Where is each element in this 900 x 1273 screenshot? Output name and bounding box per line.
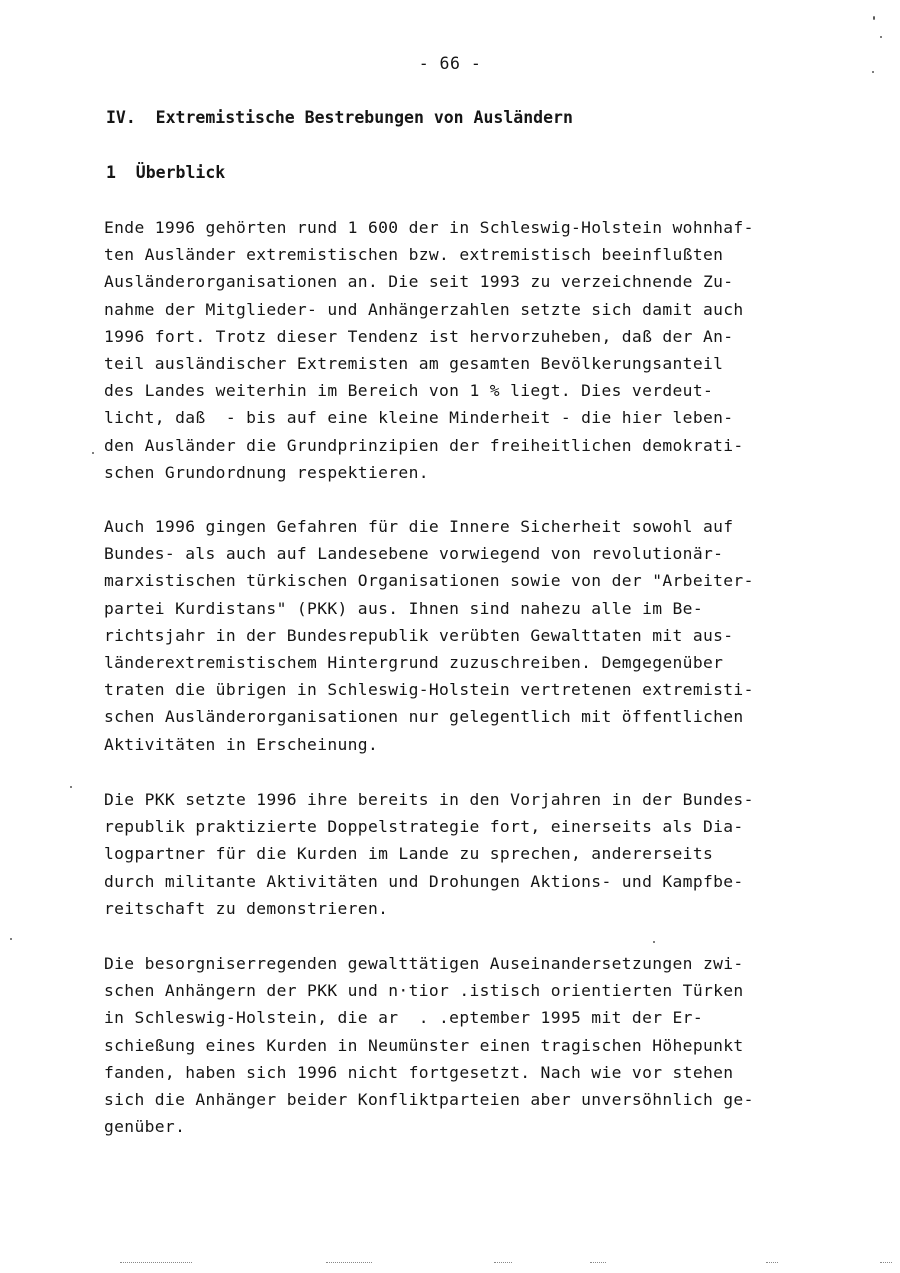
paragraph-line: 1996 fort. Trotz dieser Tendenz ist hervorzuheben, daß der An- <box>104 326 734 346</box>
scan-speck <box>10 938 12 940</box>
paragraph-line: Aktivitäten in Erscheinung. <box>104 734 379 754</box>
paragraph-line: logpartner für die Kurden im Lande zu sprechen, andererseits <box>104 844 714 864</box>
scan-speck <box>872 71 874 73</box>
paragraph-line: den Ausländer die Grundprinzipien der freiheitlichen demokrati- <box>104 435 744 455</box>
paragraph-line: ten Ausländer extremistischen bzw. extremistisch beeinflußten <box>104 245 724 265</box>
paragraph-line: sich die Anhänger beider Konfliktparteien aber unversöhnlich ge- <box>104 1089 754 1109</box>
paragraph-4 <box>104 950 824 1140</box>
paragraph-line: schen Grundordnung respektieren. <box>104 462 429 482</box>
paragraph-line: fanden, haben sich 1996 nicht fortgesetzt. Nach wie vor stehen <box>104 1062 734 1082</box>
paragraph-line: traten die übrigen in Schleswig-Holstein vertretenen extremisti- <box>104 680 754 700</box>
scan-speck <box>653 941 655 943</box>
paragraph-2 <box>104 513 824 758</box>
scan-speck <box>92 452 94 454</box>
chapter-heading: IV. Extremistische Bestrebungen von Ausländern <box>106 108 573 127</box>
paragraph-line: teil ausländischer Extremisten am gesamten Bevölkerungsanteil <box>104 353 724 373</box>
section-heading: 1 Überblick <box>106 163 226 182</box>
paragraph-line: nahme der Mitglieder- und Anhängerzahlen setzte sich damit auch <box>104 299 744 319</box>
paragraph-line: Die besorgniserregenden gewalttätigen Auseinandersetzungen zwi- <box>104 954 744 973</box>
paragraph-3 <box>104 786 824 922</box>
paragraph-1 <box>104 214 824 486</box>
scan-footer-dots <box>120 1262 192 1264</box>
paragraph-line: in Schleswig-Holstein, die ar . .eptember 1995 mit der Er- <box>104 1008 703 1028</box>
paragraph-line: länderextremistischem Hintergrund zuzuschreiben. Demgegenüber <box>104 652 724 672</box>
scan-footer-dots <box>766 1262 778 1264</box>
paragraph-line: richtsjahr in der Bundesrepublik verübten Gewalttaten mit aus- <box>104 625 734 645</box>
paragraph-line: marxistischen türkischen Organisationen sowie von der "Arbeiter- <box>104 571 754 591</box>
scan-footer-dots <box>326 1262 372 1264</box>
paragraph-line: partei Kurdistans" (PKK) aus. Ihnen sind nahezu alle im Be- <box>104 598 703 618</box>
scan-footer-dots <box>590 1262 606 1264</box>
scan-footer-dots <box>880 1262 892 1264</box>
scan-speck <box>873 16 875 20</box>
scan-footer-dots <box>494 1262 512 1264</box>
paragraph-line: durch militante Aktivitäten und Drohungen Aktions- und Kampfbe- <box>104 871 744 891</box>
paragraph-line: reitschaft zu demonstrieren. <box>104 898 389 918</box>
scan-speck <box>70 786 72 788</box>
paragraph-line: Ende 1996 gehörten rund 1 600 der in Schleswig-Holstein wohnhaf- <box>104 218 754 237</box>
paragraph-line: Auch 1996 gingen Gefahren für die Innere Sicherheit sowohl auf <box>104 517 734 536</box>
paragraph-line: Ausländerorganisationen an. Die seit 1993 zu verzeichnende Zu- <box>104 272 734 292</box>
paragraph-line: des Landes weiterhin im Bereich von 1 % liegt. Dies verdeut- <box>104 381 714 401</box>
paragraph-line: Bundes- als auch auf Landesebene vorwiegend von revolutionär- <box>104 544 724 564</box>
paragraph-line: republik praktizierte Doppelstrategie fort, einerseits als Dia- <box>104 817 744 837</box>
paragraph-line: schießung eines Kurden in Neumünster einen tragischen Höhepunkt <box>104 1035 744 1055</box>
paragraph-line: schen Ausländerorganisationen nur gelegentlich mit öffentlichen <box>104 707 744 727</box>
paragraph-line: genüber. <box>104 1117 186 1137</box>
scan-speck <box>880 36 882 38</box>
page-number: - 66 - <box>418 54 482 73</box>
paragraph-line: Die PKK setzte 1996 ihre bereits in den Vorjahren in der Bundes- <box>104 790 754 809</box>
paragraph-line: licht, daß - bis auf eine kleine Minderheit - die hier leben- <box>104 408 734 428</box>
paragraph-line: schen Anhängern der PKK und n·tior .istisch orientierten Türken <box>104 981 744 1001</box>
